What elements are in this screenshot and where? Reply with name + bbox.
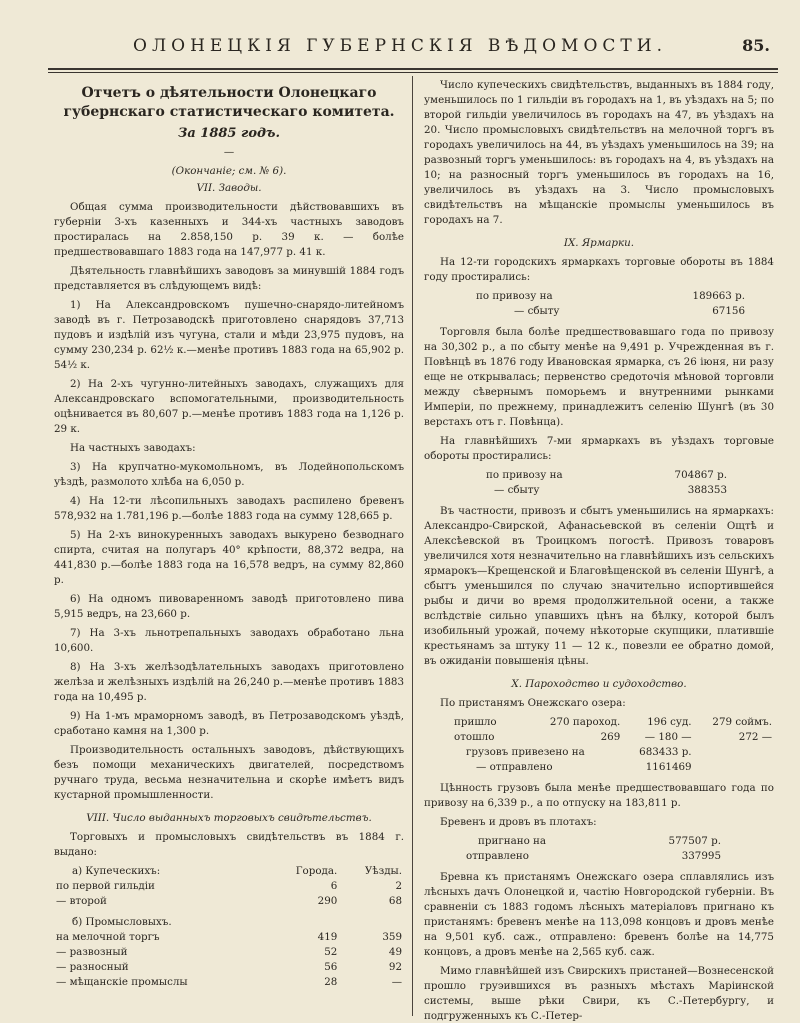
row-value: 189663 р. [692,290,745,302]
table-header-row [54,909,404,930]
paragraph: Бревна къ пристанямъ Онежскаго озера сплавлялись изъ лѣсныхъ дачъ Олонецкой и, частію Новгородской губерніи. Въ сравненіи съ 1883 годомъ лѣсныхъ матеріаловъ пригнано къ пристанямъ: бревенъ менѣе на 113,098 концовъ и дровъ менѣе на 9,501 куб. саж., отправлено: бревенъ болѣе на 14,775 концовъ, а дровъ менѣе на 2,565 куб. саж. [424,871,774,958]
row-value: 67156 [712,305,745,317]
cell-value: 1161469 [645,761,692,773]
cell-county: 2 [395,880,402,892]
paragraph: 2) На 2-хъ чугунно-литейныхъ заводахъ, служащихъ для Александровскаго вспомогательными, производительность оцѣнивается въ 80,607 р.—менѣе противъ 1883 года на 1,126 р. 29 к. [54,378,404,435]
cell-county: 92 [388,961,402,973]
row-label: — разносный [56,961,129,973]
row-label: — мѣщанскіе промыслы [56,976,188,988]
paragraph: 6) На одномъ пивоваренномъ заводѣ приготовлено пива 5,915 ведръ, на 23,660 р. [54,593,404,620]
continuation-note: (Окончаніе; см. № 6). [171,165,287,177]
row-label: — развозный [56,946,128,958]
right-column [424,78,774,1023]
paragraph: 1) На Александровскомъ пушечно-снарядо-литейномъ заводѣ въ г. Петрозаводскѣ приготовлено снарядовъ 37,713 пудовъ и издѣлій изъ чугуна, стали и мѣди 23,975 пудовъ, на сумму 230,234 р. 62½ к.—менѣе противъ 1883 года на 65,902 р. 54½ к. [54,299,404,371]
fairs-county-table [484,468,729,498]
cell-city: 28 [324,976,338,988]
paragraph: 8) На 3-хъ желѣзодѣлательныхъ заводахъ приготовлено желѣза и желѣзныхъ издѣлій на 26,240 р.—менѣе противъ 1883 года на 10,495 р. [54,661,404,703]
table-row [54,960,404,975]
column-header-cities: Города. [295,865,338,877]
paragraph: Дѣятельность главнѣйшихъ заводовъ за минувшій 1884 годъ представляется въ слѣдующемъ видѣ: [54,265,404,292]
table-row [484,483,729,498]
section-heading-fairs: IX. Ярмарки. [563,237,635,249]
paragraph: Мимо главнѣйшей изъ Свирскихъ пристаней—Вознесенской прошло груэившихся въ разныхъ мѣстахъ Маріинской системы, выше рѣки Свири, къ С.-Петербургу, и подгруженныхъ къ С.-Петер- [424,965,774,1022]
report-title: Отчетъ о дѣятельности Олонецкаго губернскаго статистическаго комитета. [63,85,395,120]
column-header-counties: Уѣзды. [364,865,402,877]
header-rule [48,68,778,70]
table-row [452,730,774,745]
row-label: отправлено [466,850,529,862]
row-label: отошло [454,731,495,743]
table-row [464,834,723,849]
cell-county: 49 [388,946,402,958]
table-row [484,468,729,483]
cell-county: 68 [388,895,402,907]
paragraph: На 12-ти городскихъ ярмаркахъ торговые обороты въ 1884 году простирались: [424,256,774,283]
table-row [474,289,747,304]
row-label: пригнано на [478,835,547,847]
paragraph: Торговля была болѣе предшествовавшаго года по привозу на 30,302 р., а по сбыту менѣе на 9,491 р. Учрежденная въ г. Повѣнцѣ въ 1876 году Ивановская ярмарка, съ 26 іюня, ни разу еще не открывалась; первенство средоточія мѣновой торговли между сѣвернымъ поморьемъ и внутренними рынками Имперіи, по прежнему, принадлежитъ селенію Шунгѣ (въ 30 верстахъ отъ г. Повѣнца). [424,326,774,428]
cell-city: 419 [317,931,338,943]
paragraph: Торговыхъ и промысловыхъ свидѣтельствъ въ 1884 г. выдано: [54,831,404,858]
newspaper-title: ОЛОНЕЦКІЯ ГУБЕРНСКІЯ ВѢДОМОСТИ. [133,36,667,56]
row-label: — сбыту [514,305,560,317]
row-label: пришло [454,716,497,728]
page-header [20,28,780,58]
cell-city: 52 [324,946,338,958]
table-row [452,760,774,775]
cell-city: 56 [324,961,338,973]
row-value: 388353 [687,484,727,496]
fairs-city-table [474,289,747,319]
row-label: — отправлено [476,761,553,773]
table-header-row [54,864,404,879]
paragraph: По пристанямъ Онежскаго озера: [440,697,626,709]
cell-city: 6 [330,880,338,892]
table-row [474,304,747,319]
table-row [54,894,404,909]
cell-city: 290 [317,895,338,907]
paragraph: Общая сумма производительности дѣйствовавшихъ въ губерніи 3-хъ казенныхъ и 344-хъ частныхъ заводовъ простиралась на 2.858,150 р. 39 к. — болѣе предшествовавшаго 1883 года на 147,977 р. 41 к. [54,201,404,258]
left-column [54,78,404,990]
paragraph: На частныхъ заводахъ: [70,442,196,454]
paragraph: 7) На 3-хъ льнотрепальныхъ заводахъ обработано льна 10,600. [54,627,404,654]
cell-county: — [391,976,402,988]
report-year: За 1885 годъ. [177,126,281,141]
page-number: 85. [742,36,770,55]
section-heading-shipping: X. Пароходство и судоходство. [511,678,687,690]
cell-boats: 279 соймъ. [712,716,772,728]
cell-steamers: 270 пароход. [549,716,621,728]
certificates-table [54,864,404,990]
table-row [452,715,774,730]
paragraph: Въ частности, привозъ и сбытъ уменьшились на ярмаркахъ: Александро-Свирской, Афанасьевской въ селеніи Ощтѣ и Алексѣевской въ Троицкомъ погостѣ. Привозъ товаровъ увеличился хотя незначительно на главнѣйшихъ изъ сельскихъ ярмарокъ—Крещенской и Благовѣщенской въ селеніи Шунгѣ, а сбытъ уменьшился по случаю значительно испортившейся рыбы и дичи во время продолжительной осени, а также вслѣдствіе сильно упавшихъ цѣнъ на бѣлку, которой былъ изобильный урожай, почему нѣкоторые скупщики, платившіе крестьянамъ за штуку 11 — 12 к., повезли ее обратно домой, въ ожиданіи повышенія цѣны. [424,505,774,667]
section-heading-factories: VII. Заводы. [196,182,262,194]
paragraph: Производительность остальныхъ заводовъ, дѣйствующихъ безъ помощи механическихъ двигателей, посредствомъ ручнаго труда, весьма незначительна и скорѣе имѣетъ видъ кустарной промышленности. [54,744,404,801]
paragraph: 5) На 2-хъ винокуренныхъ заводахъ выкурено безводнаго спирта, считая на полугаръ 40° крѣпости, 88,372 ведра, на 441,830 р.—болѣе 1883 года на 16,578 ведръ, на сумму 82,860 р. [54,529,404,586]
row-label: по первой гильдіи [56,880,155,892]
section-heading-certificates: VIII. Число выданныхъ торговыхъ свидѣтельствъ. [86,812,372,824]
cell-value: 683433 р. [639,746,692,758]
cell-boats: 272 — [738,731,772,743]
paragraph: На главнѣйшихъ 7-ми ярмаркахъ въ уѣздахъ торговые обороты простирались: [424,435,774,462]
paragraph: 4) На 12-ти лѣсопильныхъ заводахъ распилено бревенъ 578,932 на 1.781,196 р.—болѣе 1883 года на сумму 128,665 р. [54,495,404,522]
paragraph: Число купеческихъ свидѣтельствъ, выданныхъ въ 1884 году, уменьшилось по 1 гильдіи въ городахъ на 1, въ уѣздахъ на 5; по второй гильдіи увеличилось въ городахъ на 47, въ уѣздахъ на 20. Число промысловыхъ свидѣтельствъ на мелочной торгъ въ городахъ увеличилось на 44, въ уѣздахъ уменьшилось на 39; на развозный торгъ уменьшилось: въ городахъ на 4, въ уѣздахъ на 10; на разносный торгъ уменьшилось въ городахъ на 16, увеличилось въ уѣздахъ на 3. Число промысловыхъ свидѣтельствъ на мѣщанскіе промыслы уменьшилось въ городахъ на 7. [424,79,774,226]
paragraph: 9) На 1-мъ мраморномъ заводѣ, въ Петрозаводскомъ уѣздѣ, сработано камня на 1,300 р. [54,710,404,737]
table-row [54,930,404,945]
row-value: 577507 р. [668,835,721,847]
row-label: — второй [56,895,107,907]
row-value: 337995 [681,850,721,862]
row-label: по привозу на [486,469,563,481]
table-row [464,849,723,864]
table-group-heading: а) Купеческихъ: [72,865,161,877]
logs-table [464,834,723,864]
cell-vessels: — 180 — [644,731,692,743]
row-label: — сбыту [494,484,540,496]
table-row [452,745,774,760]
paragraph: Цѣнность грузовъ была менѣе предшествовавшаго года по привозу на 6,339 р., а по отпуску на 183,811 р. [424,782,774,809]
header-rule-thin [48,72,778,73]
paragraph: 3) На крупчатно-мукомольномъ, въ Лодейнопольскомъ уѣздѣ, размолото хлѣба на 6,050 р. [54,461,404,488]
cell-vessels: 196 суд. [647,716,692,728]
row-value: 704867 р. [674,469,727,481]
column-divider [412,76,413,1016]
table-row [54,975,404,990]
row-label: грузовъ привезено на [466,746,585,758]
table-group-heading: б) Промысловыхъ. [72,916,172,928]
row-label: по привозу на [476,290,553,302]
table-row [54,945,404,960]
cell-county: 359 [382,931,402,943]
separator-dash: — [223,146,235,158]
row-label: на мелочной торгъ [56,931,160,943]
cell-steamers: 269 [600,731,621,743]
table-row [54,879,404,894]
shipping-table [452,715,774,775]
paragraph: Бревенъ и дровъ въ плотахъ: [440,816,597,828]
